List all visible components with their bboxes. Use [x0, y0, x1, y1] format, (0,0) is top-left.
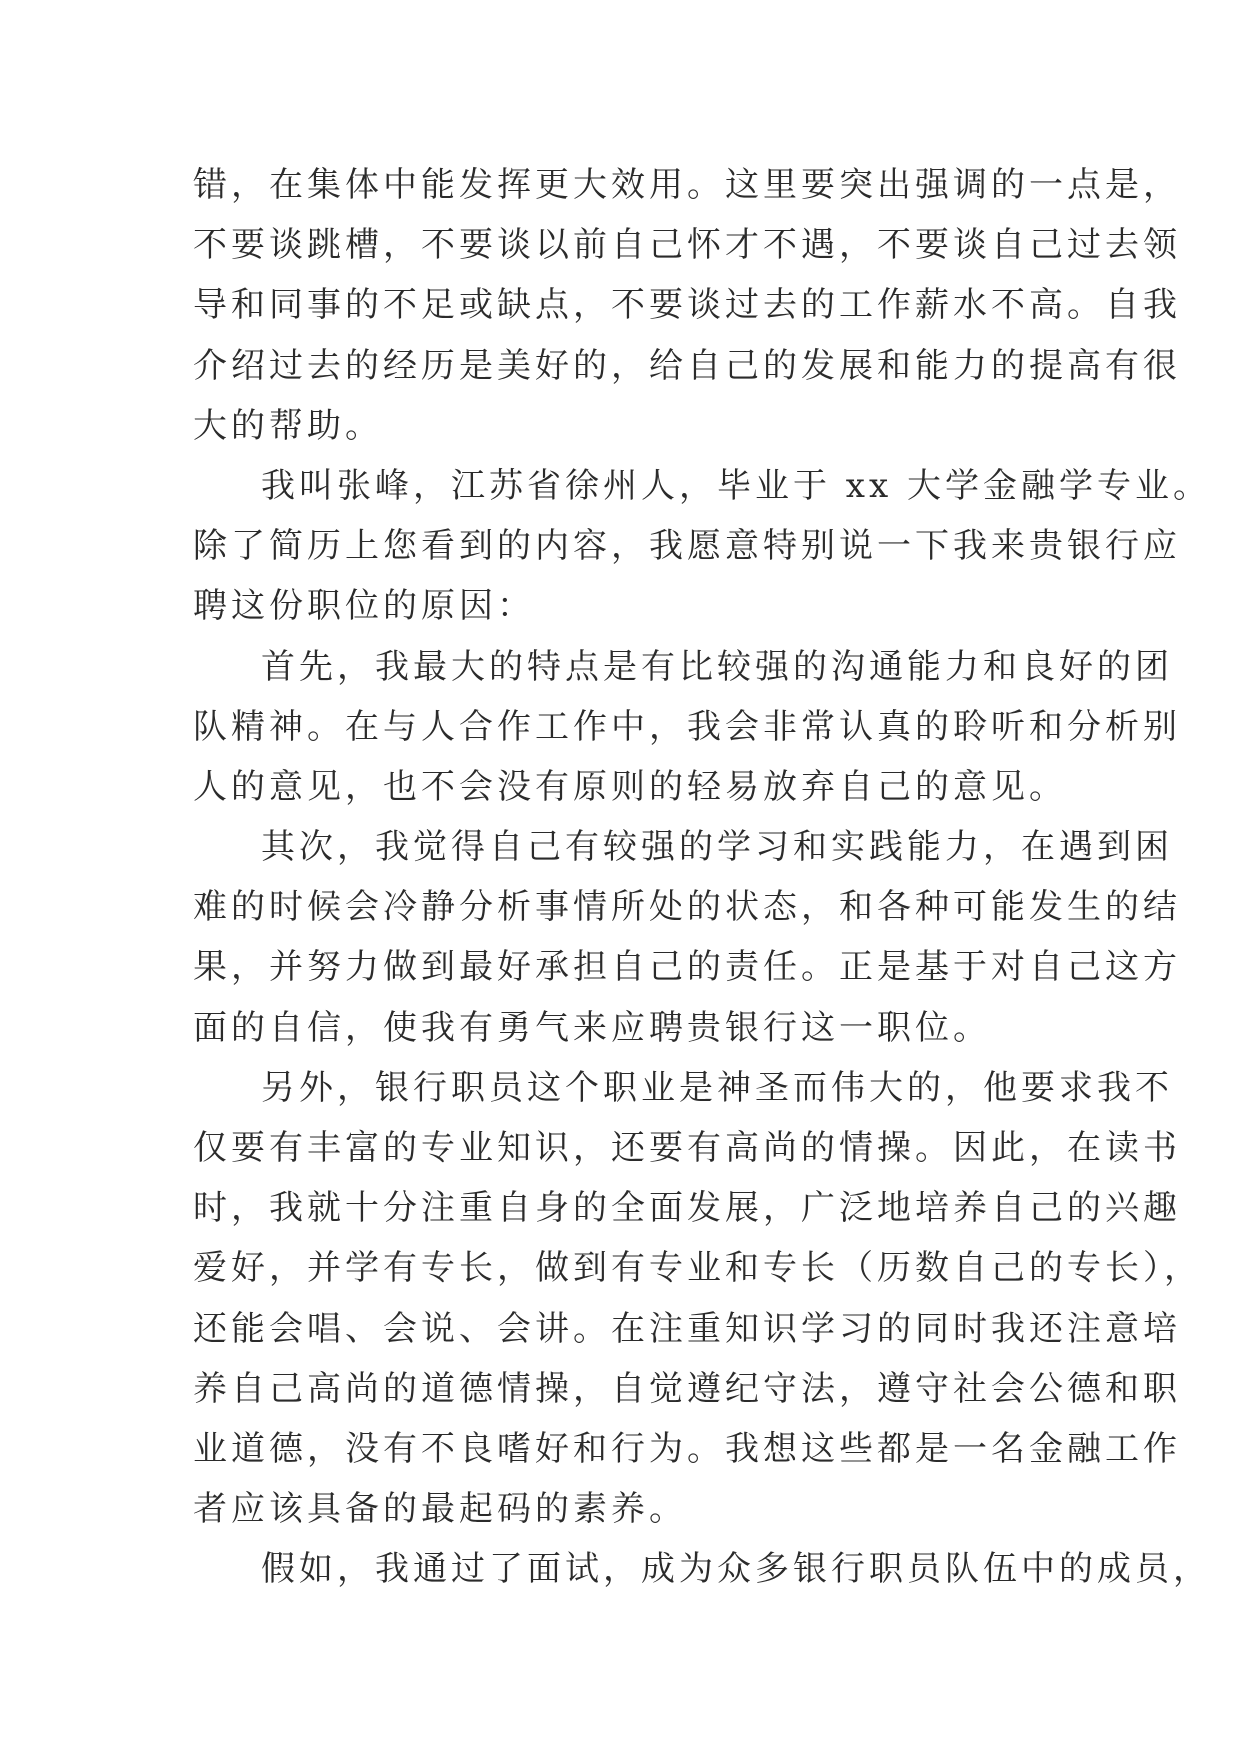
paragraph-start-line: 假如，我通过了面试，成为众多银行职员队伍中的成员，: [261, 1549, 1211, 1590]
text-line: 错，在集体中能发挥更大效用。这里要突出强调的一点是，: [193, 165, 1181, 205]
text-line: 面的自信，使我有勇气来应聘贵银行这一职位。: [193, 1007, 991, 1048]
paragraph-start-line: 首先，我最大的特点是有比较强的沟通能力和良好的团: [261, 646, 1173, 687]
text-line: 爱好，并学有专长，做到有专业和专长（历数自己的专长），: [193, 1248, 1202, 1289]
text-line: 人的意见，也不会没有原则的轻易放弃自己的意见。: [193, 766, 1067, 807]
text-line: 除了简历上您看到的内容，我愿意特别说一下我来贵银行应: [193, 526, 1181, 567]
text-line: 还能会唱、会说、会讲。在注重知识学习的同时我还注意培: [193, 1308, 1181, 1349]
text-line: 介绍过去的经历是美好的，给自己的发展和能力的提高有很: [193, 345, 1181, 386]
text-line: 大的帮助。: [193, 405, 383, 446]
text-line: 业道德，没有不良嗜好和行为。我想这些都是一名金融工作: [193, 1428, 1181, 1469]
text-line: 队精神。在与人合作工作中，我会非常认真的聆听和分析别: [193, 706, 1181, 747]
text-line: 难的时候会冷静分析事情所处的状态，和各种可能发生的结: [193, 887, 1181, 928]
text-line: 者应该具备的最起码的素养。: [193, 1489, 687, 1530]
text-line: 不要谈跳槽，不要谈以前自己怀才不遇，不要谈自己过去领: [193, 225, 1181, 266]
document-body: [193, 155, 1211, 1600]
text-line: 果，并努力做到最好承担自己的责任。正是基于对自己这方: [193, 947, 1181, 988]
paragraph-start-line: 另外，银行职员这个职业是神圣而伟大的，他要求我不: [261, 1067, 1173, 1108]
text-line: 聘这份职位的原因：: [193, 586, 535, 627]
paragraph-start-line: 我叫张峰，江苏省徐州人，毕业于 xx 大学金融学专业。: [261, 465, 1211, 506]
text-line: 养自己高尚的道德情操，自觉遵纪守法，遵守社会公德和职: [193, 1368, 1181, 1409]
paragraph-start-line: 其次，我觉得自己有较强的学习和实践能力，在遇到困: [261, 827, 1173, 868]
text-line: 时，我就十分注重自身的全面发展，广泛地培养自己的兴趣: [193, 1188, 1181, 1229]
text-line: 导和同事的不足或缺点，不要谈过去的工作薪水不高。自我: [193, 285, 1181, 326]
text-line: 仅要有丰富的专业知识，还要有高尚的情操。因此，在读书: [193, 1128, 1181, 1168]
